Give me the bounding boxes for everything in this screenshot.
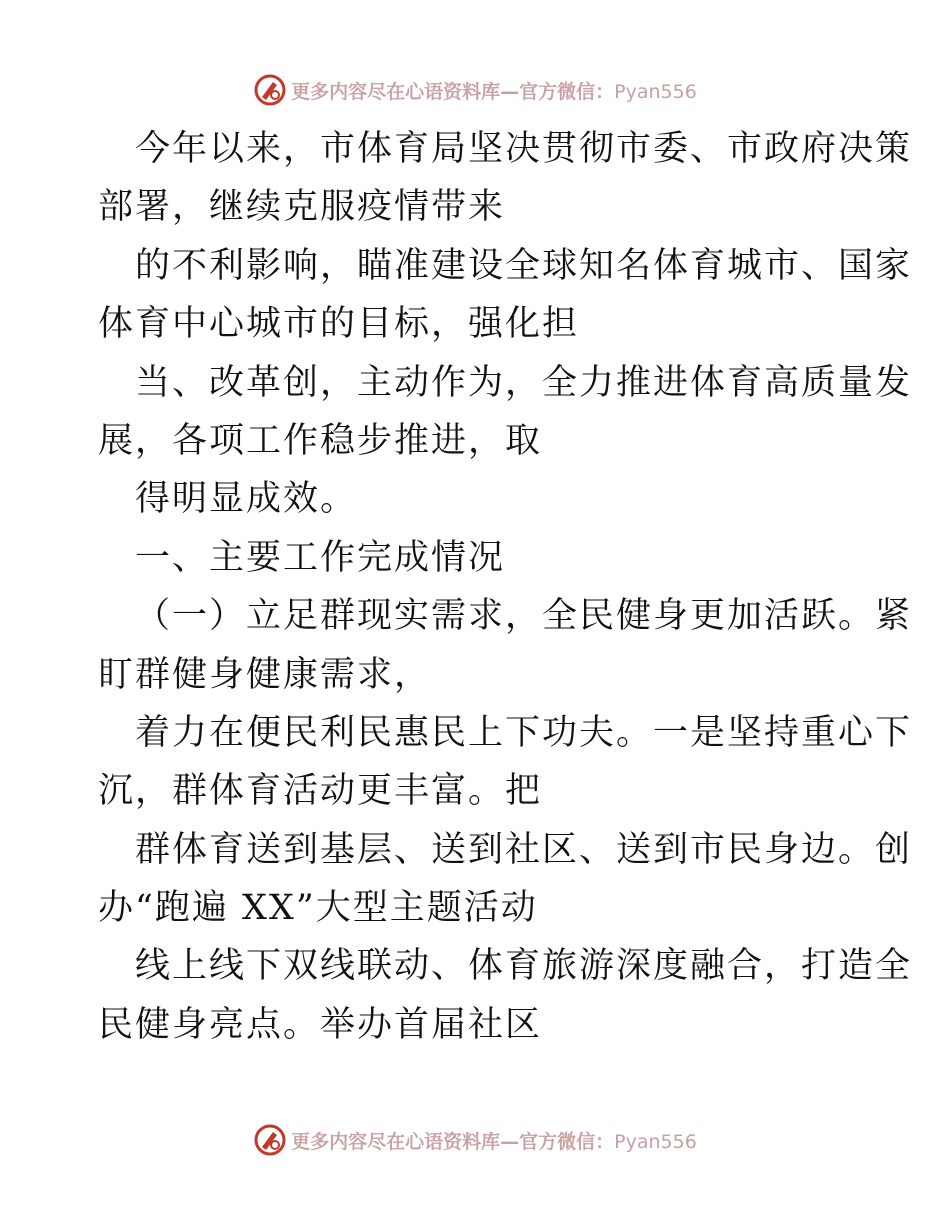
body-line: 当、改革创，主动作为，全力推进体育高质量发 <box>135 362 913 403</box>
body-line: 的不利影响，瞄准建设全球知名体育城市、国家 <box>135 245 913 286</box>
header-banner-text: 更多内容尽在心语资料库—官方微信：Pyan556 <box>291 80 697 103</box>
body-line: （一）立足群现实需求，全民健身更加活跃。紧 <box>135 596 913 637</box>
body-line: 得明显成效。 <box>135 479 358 520</box>
section-heading: 一、主要工作完成情况 <box>135 537 506 578</box>
footer-banner <box>0 1120 950 1160</box>
body-line: 线上线下双线联动、体育旅游深度融合，打造全 <box>135 946 913 987</box>
body-line: 体育中心城市的目标，强化担 <box>98 304 580 345</box>
body-line: 展，各项工作稳步推进，取 <box>98 420 543 461</box>
body-line: 今年以来，市体育局坚决贯彻市委、市政府决策 <box>135 129 913 169</box>
document-body <box>98 120 913 1054</box>
body-line: 办“跑遍 XX”大型主题活动 <box>98 888 538 929</box>
body-line: 盯群健身健康需求， <box>98 654 432 695</box>
body-line: 群体育送到基层、送到社区、送到市民身边。创 <box>135 829 913 870</box>
body-line: 民健身亮点。举办首届社区 <box>98 1004 543 1045</box>
body-line: 着力在便民利民惠民上下功夫。一是坚持重心下 <box>135 712 913 753</box>
brand-logo-icon <box>253 73 287 107</box>
footer-banner-text: 更多内容尽在心语资料库—官方微信：Pyan556 <box>291 1130 697 1153</box>
brand-logo-icon <box>253 1123 287 1157</box>
body-line: 沉，群体育活动更丰富。把 <box>98 771 543 812</box>
header-banner <box>0 70 950 110</box>
body-line: 部署，继续克服疫情带来 <box>98 187 506 228</box>
